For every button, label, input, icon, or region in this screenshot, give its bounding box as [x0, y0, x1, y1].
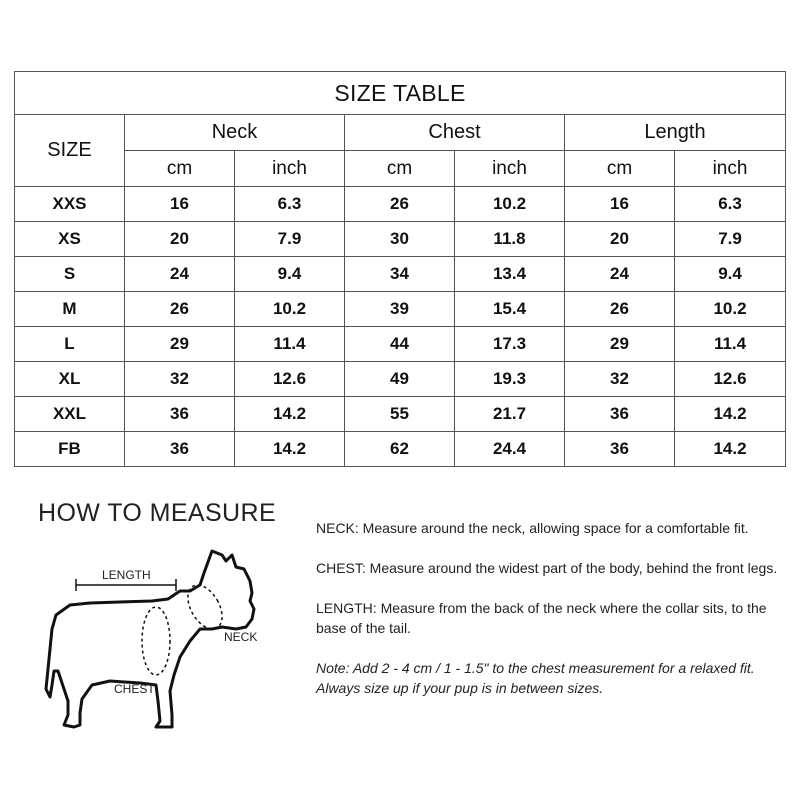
- size-label-cell: XXS: [15, 187, 125, 222]
- measurement-cell: 7.9: [675, 222, 786, 257]
- size-label-cell: L: [15, 327, 125, 362]
- measurement-cell: 17.3: [455, 327, 565, 362]
- neck-label: NECK: [224, 630, 258, 644]
- measurement-cell: 36: [565, 432, 675, 467]
- table-unit-header-row: [15, 151, 786, 187]
- chest-instruction: CHEST: Measure around the widest part of the body, behind the front legs.: [316, 560, 778, 576]
- measurement-cell: 24.4: [455, 432, 565, 467]
- measurement-cell: 9.4: [235, 257, 345, 292]
- measurement-cell: 12.6: [235, 362, 345, 397]
- measurement-cell: 29: [125, 327, 235, 362]
- table-row: [15, 292, 786, 327]
- size-label-cell: S: [15, 257, 125, 292]
- measurement-cell: 10.2: [675, 292, 786, 327]
- length-label: LENGTH: [102, 568, 151, 582]
- measurement-cell: 26: [565, 292, 675, 327]
- measurement-cell: 39: [345, 292, 455, 327]
- size-label-cell: XS: [15, 222, 125, 257]
- unit-header: cm: [345, 151, 455, 187]
- table-group-header-row: [15, 115, 786, 151]
- neck-instruction: NECK: Measure around the neck, allowing space for a comfortable fit.: [316, 520, 749, 536]
- table-row: [15, 257, 786, 292]
- measurement-cell: 29: [565, 327, 675, 362]
- size-label-cell: FB: [15, 432, 125, 467]
- measurement-cell: 24: [565, 257, 675, 292]
- table-row: [15, 432, 786, 467]
- measurement-cell: 44: [345, 327, 455, 362]
- table-row: [15, 397, 786, 432]
- measurement-cell: 14.2: [675, 397, 786, 432]
- measurement-cell: 20: [565, 222, 675, 257]
- measurement-cell: 34: [345, 257, 455, 292]
- chest-group-header: Chest: [345, 115, 565, 151]
- dog-measurement-diagram: [40, 545, 280, 745]
- measurement-cell: 11.4: [675, 327, 786, 362]
- measurement-cell: 20: [125, 222, 235, 257]
- measure-instructions: [316, 518, 791, 718]
- size-table: [14, 71, 786, 467]
- measurement-cell: 14.2: [675, 432, 786, 467]
- measurement-cell: 11.4: [235, 327, 345, 362]
- unit-header: inch: [235, 151, 345, 187]
- measurement-cell: 36: [125, 432, 235, 467]
- table-body: [15, 187, 786, 467]
- table-row: [15, 187, 786, 222]
- measurement-cell: 36: [125, 397, 235, 432]
- fit-note: Note: Add 2 - 4 cm / 1 - 1.5" to the chest measurement for a relaxed fit. Always size up if your pup is in between sizes.: [316, 660, 755, 696]
- chest-label: CHEST: [114, 682, 155, 696]
- measurement-cell: 16: [125, 187, 235, 222]
- measurement-cell: 21.7: [455, 397, 565, 432]
- how-to-measure-title: HOW TO MEASURE: [38, 499, 277, 527]
- measurement-cell: 36: [565, 397, 675, 432]
- measurement-cell: 26: [125, 292, 235, 327]
- measurement-cell: 11.8: [455, 222, 565, 257]
- measurement-cell: 32: [565, 362, 675, 397]
- unit-header: cm: [125, 151, 235, 187]
- size-column-header: SIZE: [15, 115, 125, 187]
- measurement-cell: 55: [345, 397, 455, 432]
- measurement-cell: 10.2: [235, 292, 345, 327]
- table-title: SIZE TABLE: [15, 72, 786, 115]
- size-label-cell: XL: [15, 362, 125, 397]
- measurement-cell: 6.3: [235, 187, 345, 222]
- unit-header: inch: [675, 151, 786, 187]
- measurement-cell: 14.2: [235, 397, 345, 432]
- measurement-cell: 32: [125, 362, 235, 397]
- measurement-cell: 7.9: [235, 222, 345, 257]
- table-row: [15, 327, 786, 362]
- size-label-cell: M: [15, 292, 125, 327]
- measurement-cell: 24: [125, 257, 235, 292]
- measurement-cell: 26: [345, 187, 455, 222]
- table-title-row: [15, 72, 786, 115]
- table-row: [15, 222, 786, 257]
- table-row: [15, 362, 786, 397]
- length-group-header: Length: [565, 115, 786, 151]
- measurement-cell: 49: [345, 362, 455, 397]
- size-label-cell: XXL: [15, 397, 125, 432]
- measurement-cell: 62: [345, 432, 455, 467]
- measurement-cell: 30: [345, 222, 455, 257]
- measurement-cell: 16: [565, 187, 675, 222]
- measurement-cell: 12.6: [675, 362, 786, 397]
- measurement-cell: 15.4: [455, 292, 565, 327]
- unit-header: cm: [565, 151, 675, 187]
- length-instruction: LENGTH: Measure from the back of the neck where the collar sits, to the base of the tail.: [316, 600, 767, 636]
- chest-measure-ring: [142, 607, 170, 675]
- measurement-cell: 6.3: [675, 187, 786, 222]
- unit-header: inch: [455, 151, 565, 187]
- measurement-cell: 9.4: [675, 257, 786, 292]
- measure-guides: [76, 579, 229, 675]
- measurement-cell: 19.3: [455, 362, 565, 397]
- neck-group-header: Neck: [125, 115, 345, 151]
- measurement-cell: 13.4: [455, 257, 565, 292]
- measurement-cell: 10.2: [455, 187, 565, 222]
- measurement-cell: 14.2: [235, 432, 345, 467]
